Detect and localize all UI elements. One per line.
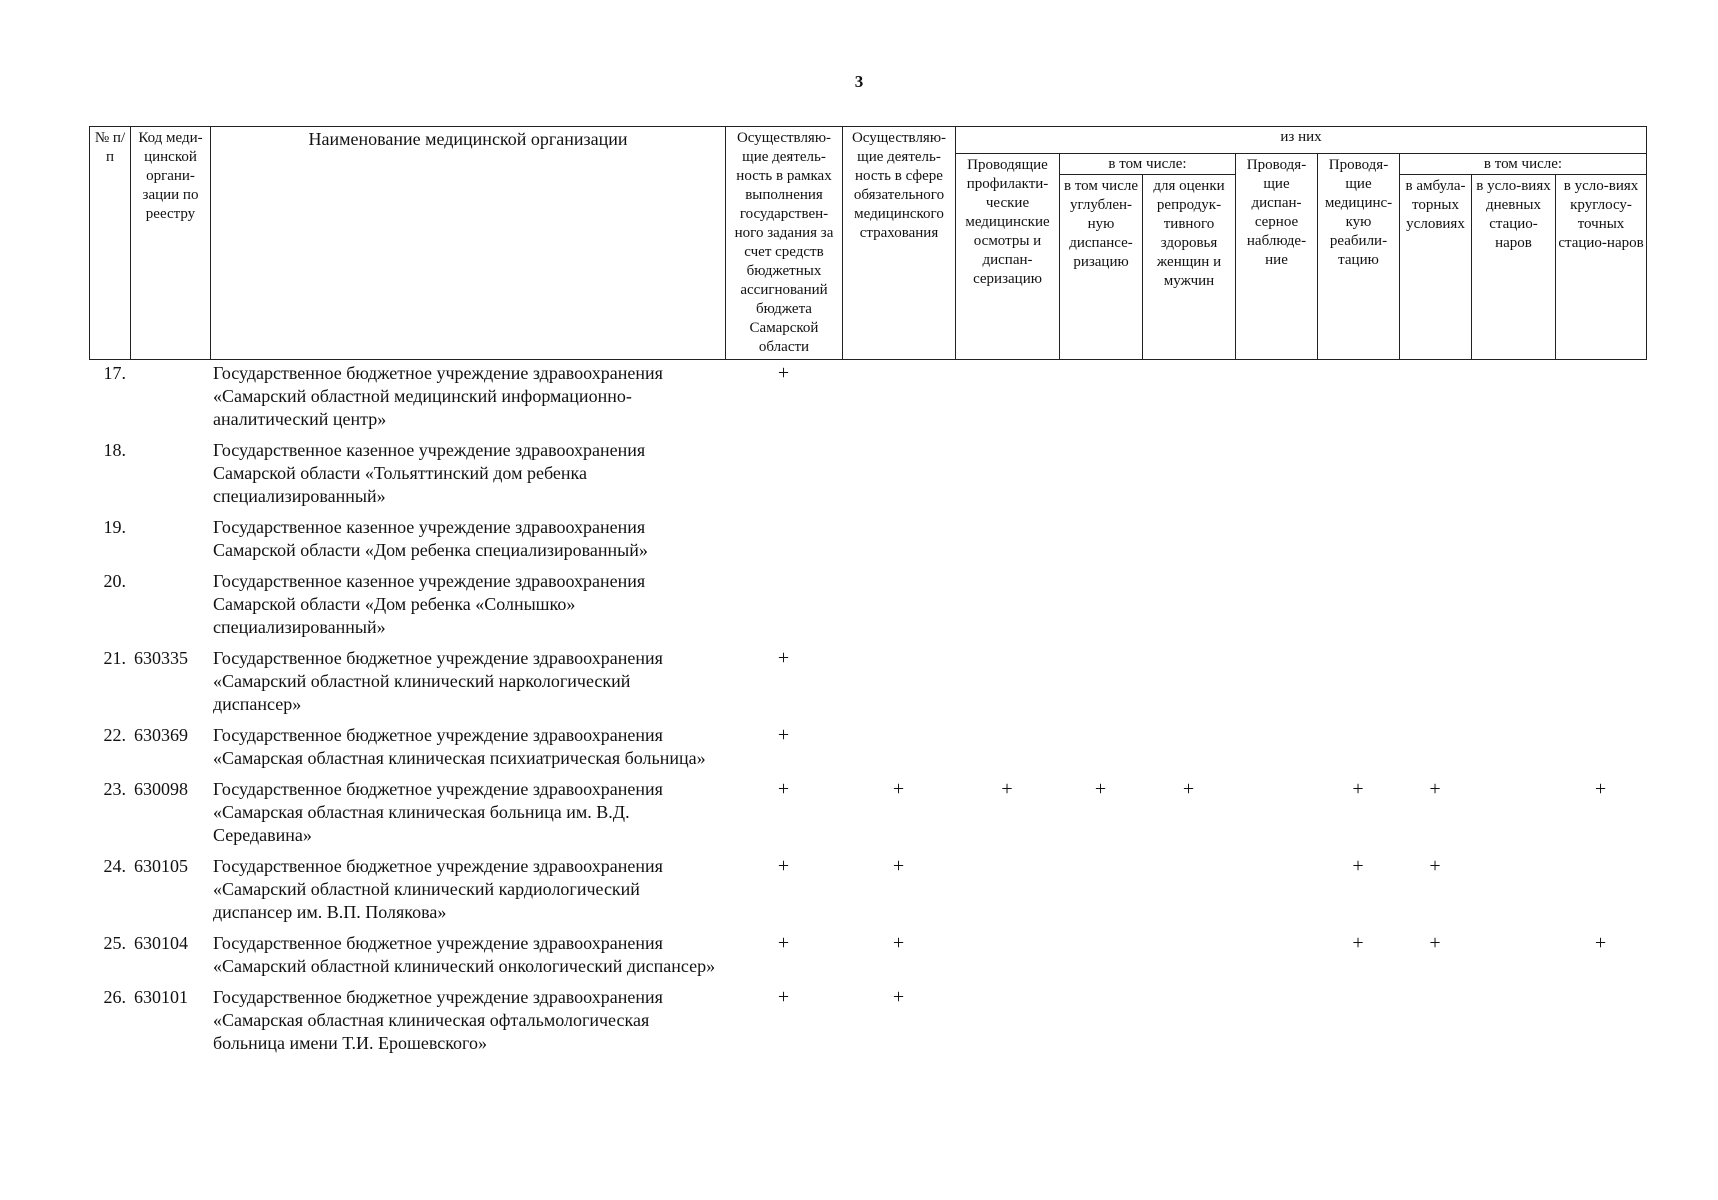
row-mark xyxy=(1059,362,1142,439)
row-mark xyxy=(1235,570,1317,647)
row-mark xyxy=(1471,516,1555,570)
row-mark xyxy=(725,516,842,570)
row-mark xyxy=(1555,986,1646,1063)
row-mark xyxy=(1235,855,1317,932)
table-body xyxy=(89,362,1646,1063)
header-dispensary-observation: Проводя-щие диспан-серное наблюде-ние xyxy=(1236,154,1318,360)
row-mark xyxy=(955,986,1059,1063)
row-organization-name: Государственное бюджетное учреждение здравоохранения «Самарский областной медицинский информационно-аналитический центр» xyxy=(213,363,663,429)
header-code: Код меди-цинской органи-зации по реестру xyxy=(131,127,211,360)
row-mark xyxy=(1059,855,1142,932)
row-mark xyxy=(955,647,1059,724)
row-code: 630104 xyxy=(134,933,188,953)
row-mark xyxy=(1317,362,1399,439)
row-mark xyxy=(842,724,955,778)
table-row xyxy=(89,932,1646,986)
table-row xyxy=(89,647,1646,724)
row-mark: + xyxy=(1429,778,1441,800)
header-including-2: в том числе: xyxy=(1400,154,1647,175)
row-mark xyxy=(1235,724,1317,778)
row-mark xyxy=(1399,362,1471,439)
row-mark: + xyxy=(777,855,790,877)
row-code: 630098 xyxy=(134,779,188,799)
row-mark xyxy=(842,570,955,647)
row-number: 22. xyxy=(103,725,126,745)
row-mark xyxy=(1059,724,1142,778)
row-mark: + xyxy=(892,932,905,954)
row-organization-name: Государственное бюджетное учреждение здравоохранения «Самарская областная клиническая психиатрическая больница» xyxy=(213,725,706,768)
row-mark: + xyxy=(1094,778,1107,800)
row-mark xyxy=(1471,647,1555,724)
row-code: 630105 xyxy=(134,856,188,876)
row-number: 26. xyxy=(103,987,126,1007)
row-mark xyxy=(1317,647,1399,724)
row-number: 18. xyxy=(103,440,126,460)
header-rehabilitation: Проводя-щие медицинс-кую реабили-тацию xyxy=(1318,154,1400,360)
table-row xyxy=(89,362,1646,439)
row-number: 17. xyxy=(103,363,126,383)
row-mark: + xyxy=(892,986,905,1008)
row-mark xyxy=(955,932,1059,986)
header-reproductive-health: для оценки репродук-тивного здоровья женщин и мужчин xyxy=(1143,175,1236,360)
row-mark xyxy=(1142,362,1235,439)
row-mark xyxy=(955,439,1059,516)
row-organization-name: Государственное казенное учреждение здравоохранения Самарской области «Дом ребенка специализированный» xyxy=(213,517,648,560)
row-mark: + xyxy=(1352,855,1364,877)
table-row xyxy=(89,570,1646,647)
row-organization-name: Государственное казенное учреждение здравоохранения Самарской области «Дом ребенка «Солнышко» специализированный» xyxy=(213,571,646,637)
row-mark xyxy=(1555,570,1646,647)
row-mark xyxy=(1142,516,1235,570)
row-mark xyxy=(1059,986,1142,1063)
header-state-task: Осуществляю-щие деятель-ность в рамках выполнения государствен-ного задания за счет средств бюджетных ассигнований бюджета Самарской области xyxy=(726,127,843,360)
table-row xyxy=(89,516,1646,570)
row-mark xyxy=(1471,570,1555,647)
row-mark: + xyxy=(1429,855,1441,877)
row-mark xyxy=(1471,932,1555,986)
row-mark xyxy=(1235,778,1317,855)
header-number: № п/п xyxy=(90,127,131,360)
row-mark xyxy=(1317,724,1399,778)
row-mark xyxy=(1235,439,1317,516)
row-mark xyxy=(1399,516,1471,570)
header-oms: Осуществляю-щие деятель-ность в сфере обязательного медицинского страхования xyxy=(843,127,956,360)
row-organization-name: Государственное казенное учреждение здравоохранения Самарской области «Тольяттинский дом ребенка специализированный» xyxy=(213,440,646,506)
header-deep-dispensarization: в том числе углублен-ную диспансе-ризацию xyxy=(1060,175,1143,360)
row-number: 19. xyxy=(103,517,126,537)
row-mark xyxy=(842,362,955,439)
row-mark: + xyxy=(1352,932,1364,954)
row-organization-name: Государственное бюджетное учреждение здравоохранения «Самарская областная клиническая больница им. В.Д. Середавина» xyxy=(213,779,663,845)
table-row xyxy=(89,855,1646,932)
row-mark: + xyxy=(777,362,790,384)
row-number: 24. xyxy=(103,856,126,876)
header-preventive-exams: Проводящие профилакти-ческие медицинские осмотры и диспан-серизацию xyxy=(956,154,1060,360)
row-code xyxy=(130,439,210,516)
row-mark xyxy=(1142,855,1235,932)
row-mark: + xyxy=(892,855,905,877)
row-mark: + xyxy=(1594,932,1607,954)
row-mark xyxy=(955,362,1059,439)
row-code xyxy=(130,570,210,647)
header-organization-name: Наименование медицинской организации xyxy=(211,127,726,360)
table-row xyxy=(89,439,1646,516)
table-row xyxy=(89,724,1646,778)
row-mark: + xyxy=(777,932,790,954)
row-mark xyxy=(955,724,1059,778)
row-mark xyxy=(1235,647,1317,724)
row-code: 630335 xyxy=(134,648,188,668)
row-code xyxy=(130,516,210,570)
row-mark xyxy=(1142,439,1235,516)
row-mark xyxy=(1471,362,1555,439)
row-mark: + xyxy=(1182,778,1195,800)
row-code: 630101 xyxy=(134,987,188,1007)
row-mark xyxy=(955,570,1059,647)
row-mark xyxy=(1471,778,1555,855)
row-mark xyxy=(1399,724,1471,778)
row-mark xyxy=(1471,986,1555,1063)
row-mark: + xyxy=(1001,778,1013,800)
row-mark xyxy=(1555,362,1646,439)
row-mark xyxy=(1059,516,1142,570)
row-mark: + xyxy=(1429,932,1441,954)
header-round-clock-hospital: в усло-виях круглосу-точных стацио-наров xyxy=(1556,175,1647,360)
row-mark xyxy=(1142,932,1235,986)
row-organization-name: Государственное бюджетное учреждение здравоохранения «Самарский областной клинический онкологический диспансер» xyxy=(213,933,716,976)
row-mark xyxy=(1235,986,1317,1063)
row-mark xyxy=(1142,724,1235,778)
row-mark xyxy=(1059,932,1142,986)
row-mark: + xyxy=(1594,778,1607,800)
row-mark xyxy=(1399,570,1471,647)
row-mark xyxy=(955,516,1059,570)
row-mark xyxy=(1235,932,1317,986)
row-mark: + xyxy=(777,647,790,669)
row-mark xyxy=(1555,439,1646,516)
row-mark: + xyxy=(777,778,790,800)
row-mark xyxy=(1317,439,1399,516)
row-mark xyxy=(1059,439,1142,516)
row-mark xyxy=(1471,439,1555,516)
row-mark xyxy=(1399,647,1471,724)
row-code: 630369 xyxy=(134,725,188,745)
row-mark xyxy=(955,855,1059,932)
row-mark xyxy=(1317,570,1399,647)
row-mark xyxy=(1555,855,1646,932)
row-mark xyxy=(1471,724,1555,778)
row-mark xyxy=(1399,439,1471,516)
row-mark xyxy=(1399,986,1471,1063)
row-number: 20. xyxy=(103,571,126,591)
row-mark xyxy=(1555,724,1646,778)
row-number: 25. xyxy=(103,933,126,953)
header-of-them: из них xyxy=(956,127,1647,154)
row-mark xyxy=(1555,647,1646,724)
row-number: 23. xyxy=(103,779,126,799)
row-mark xyxy=(1142,570,1235,647)
row-mark xyxy=(1059,647,1142,724)
table-header xyxy=(89,126,1647,360)
row-mark xyxy=(842,516,955,570)
row-organization-name: Государственное бюджетное учреждение здравоохранения «Самарский областной клинический наркологический диспансер» xyxy=(213,648,663,714)
row-code xyxy=(130,362,210,439)
row-mark: + xyxy=(777,986,790,1008)
row-mark xyxy=(1317,516,1399,570)
row-mark xyxy=(1235,362,1317,439)
row-mark: + xyxy=(892,778,905,800)
header-outpatient: в амбула-торных условиях xyxy=(1400,175,1472,360)
table-row xyxy=(89,778,1646,855)
row-mark xyxy=(725,570,842,647)
row-mark xyxy=(1142,647,1235,724)
page-number: 3 xyxy=(854,72,864,91)
row-number: 21. xyxy=(103,648,126,668)
row-mark xyxy=(1317,986,1399,1063)
row-mark xyxy=(1142,986,1235,1063)
header-including-1: в том числе: xyxy=(1060,154,1236,175)
row-mark xyxy=(1059,570,1142,647)
row-mark xyxy=(725,439,842,516)
row-mark: + xyxy=(777,724,790,746)
row-mark: + xyxy=(1352,778,1364,800)
row-mark xyxy=(842,647,955,724)
row-organization-name: Государственное бюджетное учреждение здравоохранения «Самарская областная клиническая офтальмологическая больница имени Т.И. Ерошевского» xyxy=(213,987,663,1053)
table-row xyxy=(89,986,1646,1063)
header-day-hospital: в усло-виях дневных стацио-наров xyxy=(1472,175,1556,360)
row-organization-name: Государственное бюджетное учреждение здравоохранения «Самарский областной клинический кардиологический диспансер им. В.П. Полякова» xyxy=(213,856,663,922)
row-mark xyxy=(1471,855,1555,932)
row-mark xyxy=(1555,516,1646,570)
row-mark xyxy=(842,439,955,516)
row-mark xyxy=(1235,516,1317,570)
